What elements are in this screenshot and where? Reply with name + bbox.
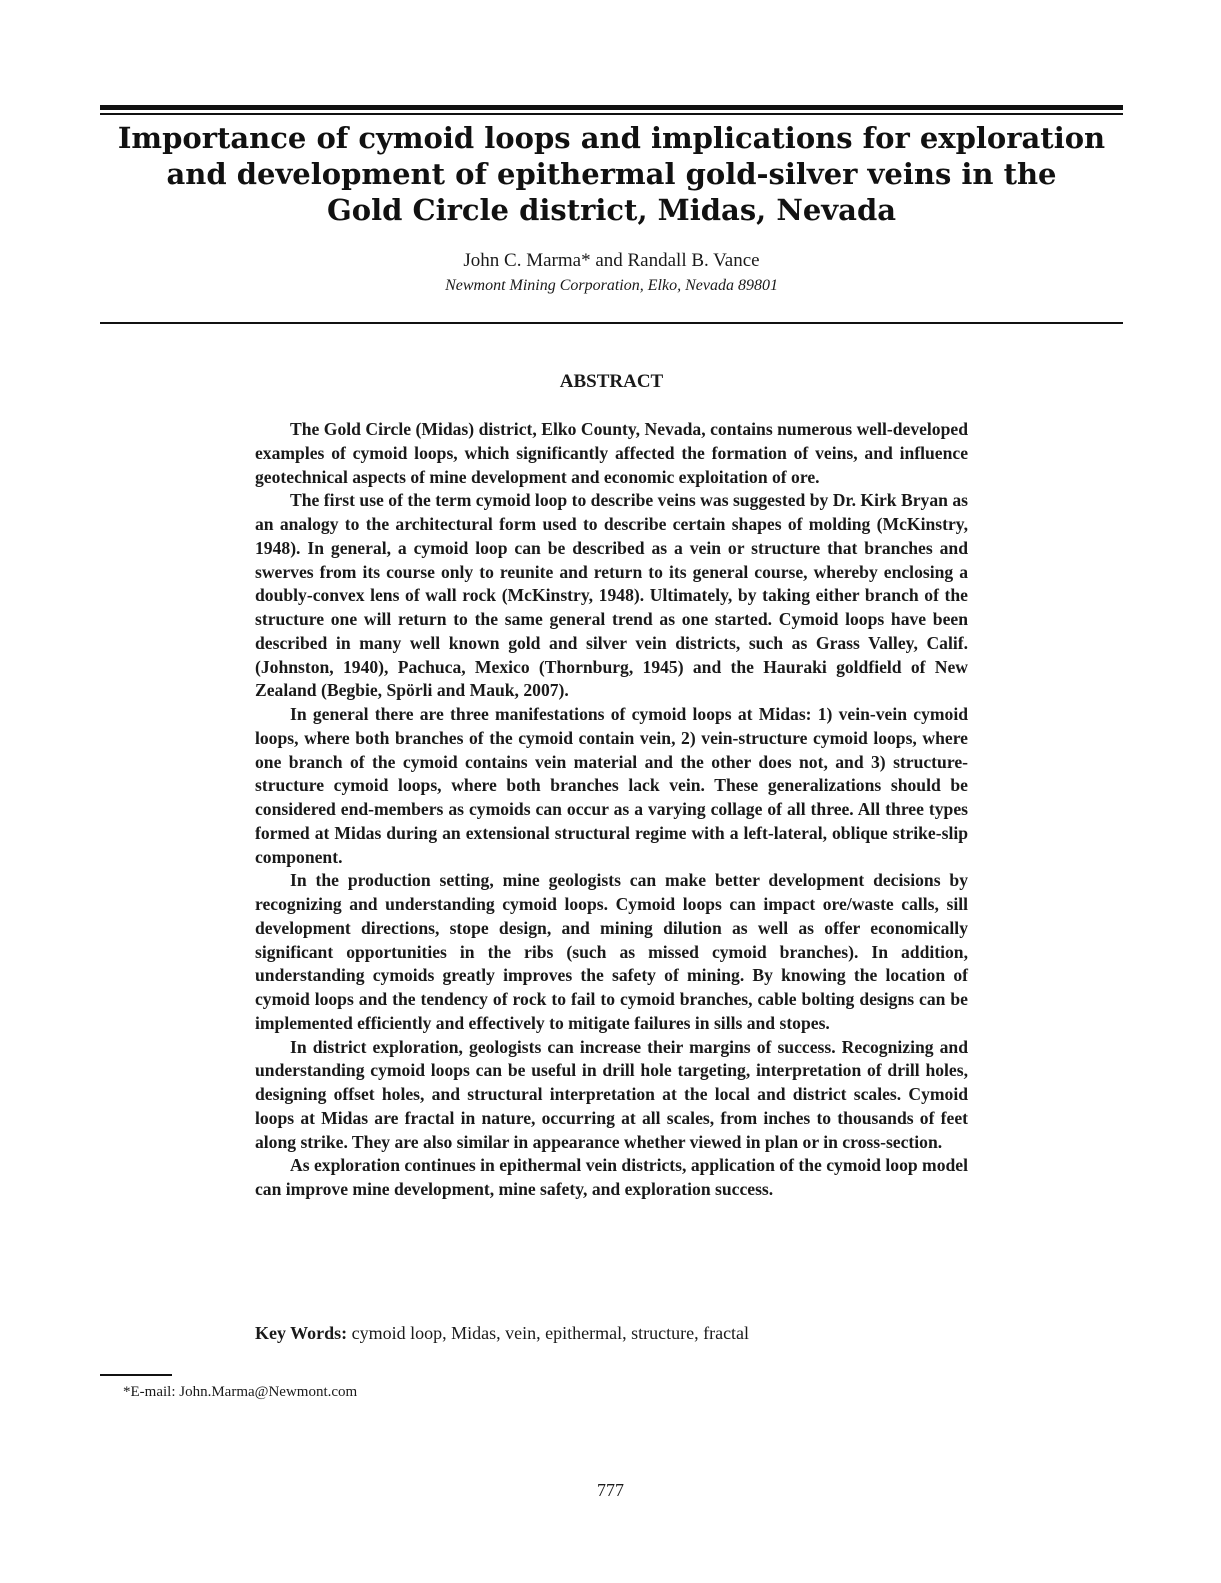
keywords xyxy=(255,1321,968,1345)
abstract-heading: ABSTRACT xyxy=(559,371,664,392)
page-number: 777 xyxy=(597,1480,624,1500)
title-line-3: Gold Circle district, Midas, Nevada xyxy=(326,193,897,227)
top-rule-thick xyxy=(100,105,1123,110)
abstract-paragraph: In general there are three manifestations of cymoid loops at Midas: 1) vein-vein cymoid loops, where both branches of the cymoid contain vein, 2) vein-structure cymoid loops, where one branch of the cymoid contains vein material and the other does not, and 3) structure-structure cymoid loops, where both branches lack vein. These generalizations should be considered end-members as cymoids can occur as a varying collage of all three. All three types formed at Midas during an extensional structural regime with a left-lateral, oblique strike-slip component. xyxy=(255,704,968,867)
footnote-rule xyxy=(100,1374,172,1376)
abstract-paragraph: The first use of the term cymoid loop to describe veins was suggested by Dr. Kirk Bryan as an analogy to the architectural form used to describe certain shapes of molding (McKinstry, 1948). In general, a cymoid loop can be described as a vein or structure that branches and swerves from its course only to reunite and return to its general course, whereby enclosing a doubly-convex lens of wall rock (McKinstry, 1948). Ultimately, by taking either branch of the structure one will return to the same general trend as one started. Cymoid loops have been described in many well known gold and silver vein districts, such as Grass Valley, Calif. (Johnston, 1940), Pachuca, Mexico (Thornburg, 1945) and the Hauraki goldfield of New Zealand (Begbie, Spörli and Mauk, 2007). xyxy=(255,490,968,701)
footnote-email: *E-mail: John.Marma@Newmont.com xyxy=(123,1384,358,1400)
keywords-label: Key Words: xyxy=(255,1323,348,1343)
top-rule-thin xyxy=(100,113,1123,115)
abstract-body xyxy=(255,418,968,1202)
abstract-paragraph: In district exploration, geologists can increase their margins of success. Recognizing and understanding cymoid loops can be useful in drill hole targeting, interpretation of drill holes, designing offset holes, and structural interpretation at the local and district scales. Cymoid loops at Midas are fractal in nature, occurring at all scales, from inches to thousands of feet along strike. They are also similar in appearance whether viewed in plan or in cross-section. xyxy=(255,1036,968,1152)
header-divider xyxy=(100,322,1123,324)
abstract-paragraph: In the production setting, mine geologists can make better development decisions by recognizing and understanding cymoid loops. Cymoid loops can impact ore/waste calls, sill development directions, stope design, and mining dilution as well as offer economically significant opportunities in the ribs (such as missed cymoid branches). In addition, understanding cymoids greatly improves the safety of mining. By knowing the location of cymoid loops and the tendency of rock to fail to cymoid branches, cable bolting designs can be implemented efficiently and effectively to mitigate failures in sills and stopes. xyxy=(255,870,968,1033)
keywords-text: cymoid loop, Midas, vein, epithermal, structure, fractal xyxy=(351,1323,750,1343)
abstract-paragraph: As exploration continues in epithermal vein districts, application of the cymoid loop model can improve mine development, mine safety, and exploration success. xyxy=(255,1155,968,1199)
title-line-1: Importance of cymoid loops and implications for exploration xyxy=(117,121,1106,155)
affiliation: Newmont Mining Corporation, Elko, Nevada 89801 xyxy=(445,277,778,294)
paper-title xyxy=(100,120,1123,228)
title-line-2: and development of epithermal gold-silver veins in the xyxy=(166,157,1057,191)
abstract-paragraph: The Gold Circle (Midas) district, Elko County, Nevada, contains numerous well-developed examples of cymoid loops, which significantly affected the formation of veins, and influence geotechnical aspects of mine development and economic exploitation of ore. xyxy=(255,419,968,487)
authors: John C. Marma* and Randall B. Vance xyxy=(463,250,760,271)
